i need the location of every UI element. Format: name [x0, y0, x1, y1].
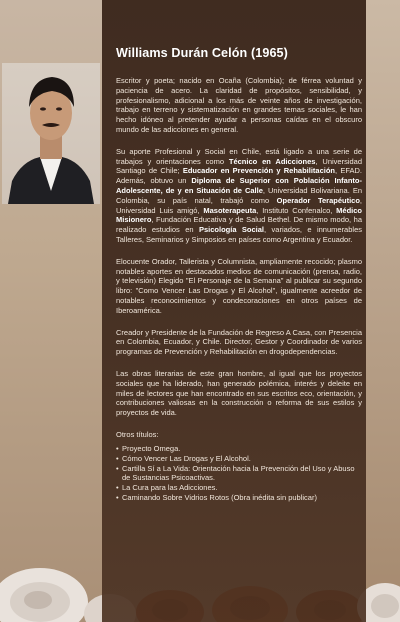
bio-paragraph: Elocuente Orador, Tallerista y Columnista, ampliamente recocido; plasmo notables aportes en destacados medios de comunicación (prensa, radio, y televisión) Elegido "El Personaje de la Semana" al publicar su segundo libro: "Como Vencer Las Drogas y El Alcohol", igualmente acreedor de notables reconocimientos y condecoraciones en otros países de Iberoamérica. — [116, 256, 362, 315]
author-photo — [2, 63, 100, 204]
title-item: • Cartilla Sí a La Vida: Orientación hacia la Prevención del Uso y Abuso de Sustancias Psicoactivas. — [116, 464, 362, 484]
bio-paragraph: Las obras literarias de este gran hombre, al igual que los proyectos sociales que ha liderado, han generado polémica, interés y deleite en miles de lectores que han encontrado en sus escritos eco, orientación, y contribuciones valiosas en la construcción o reforma de sus estilos y proyectos de vida. — [116, 368, 362, 418]
biography-content — [116, 46, 362, 503]
other-titles-label: Otros títulos: — [116, 429, 159, 439]
bio-paragraph: Creador y Presidente de la Fundación de Regreso A Casa, con Presencia en Colombia, Ecuador, y Chile. Director, Gestor y Coordinador de varios programas de Prevención y Rehabilitación en drogodependencias. — [116, 327, 362, 357]
title-item: • Caminando Sobre Vidrios Rotos (Obra inédita sin publicar) — [116, 493, 362, 503]
author-heading: Williams Durán Celón (1965) — [116, 46, 288, 60]
title-item: • Proyecto Omega. — [116, 444, 362, 454]
bio-paragraph: Su aporte Profesional y Social en Chile, está ligado a una serie de trabajos y orientaciones como Técnico en Adicciones, Universidad Santiago de Chile; Educador en Prevención y Rehabilitación, EFAD. Además, obtuvo un Diploma de Superior con Población Infanto-Adolescente, de y en Situación de Calle, Universidad Bolivariana. En Colombia, su país natal, trabajó como Operador Terapéutico, Universidad Luis amigó, Masoterapeuta, Instituto Confenalco, Médico Misionero, Fundación Educativa y de Salud Bethel. De mismo modo, ha realizado estudios en Psicología Social, variados, e innumerables Talleres, Seminarios y Simposios en países como Argentina y Ecuador. — [116, 146, 363, 244]
other-titles-list — [116, 444, 362, 503]
title-item: • Cómo Vencer Las Drogas y El Alcohol. — [116, 454, 362, 464]
title-item: • La Cura para las Adicciones. — [116, 483, 362, 493]
bio-paragraph: Escritor y poeta; nacido en Ocaña (Colombia); de férrea voluntad y paciencia de acero. La claridad de propósitos, sensibilidad, y profesionalismo, adicional a los más de veinte años de investigación, trabajo en terreno y sistematización en grandes temas sociales, le han hecho idóneo al pretender ayudar a personas caídas en el obscuro mundo de las adicciones en general. — [116, 76, 362, 134]
